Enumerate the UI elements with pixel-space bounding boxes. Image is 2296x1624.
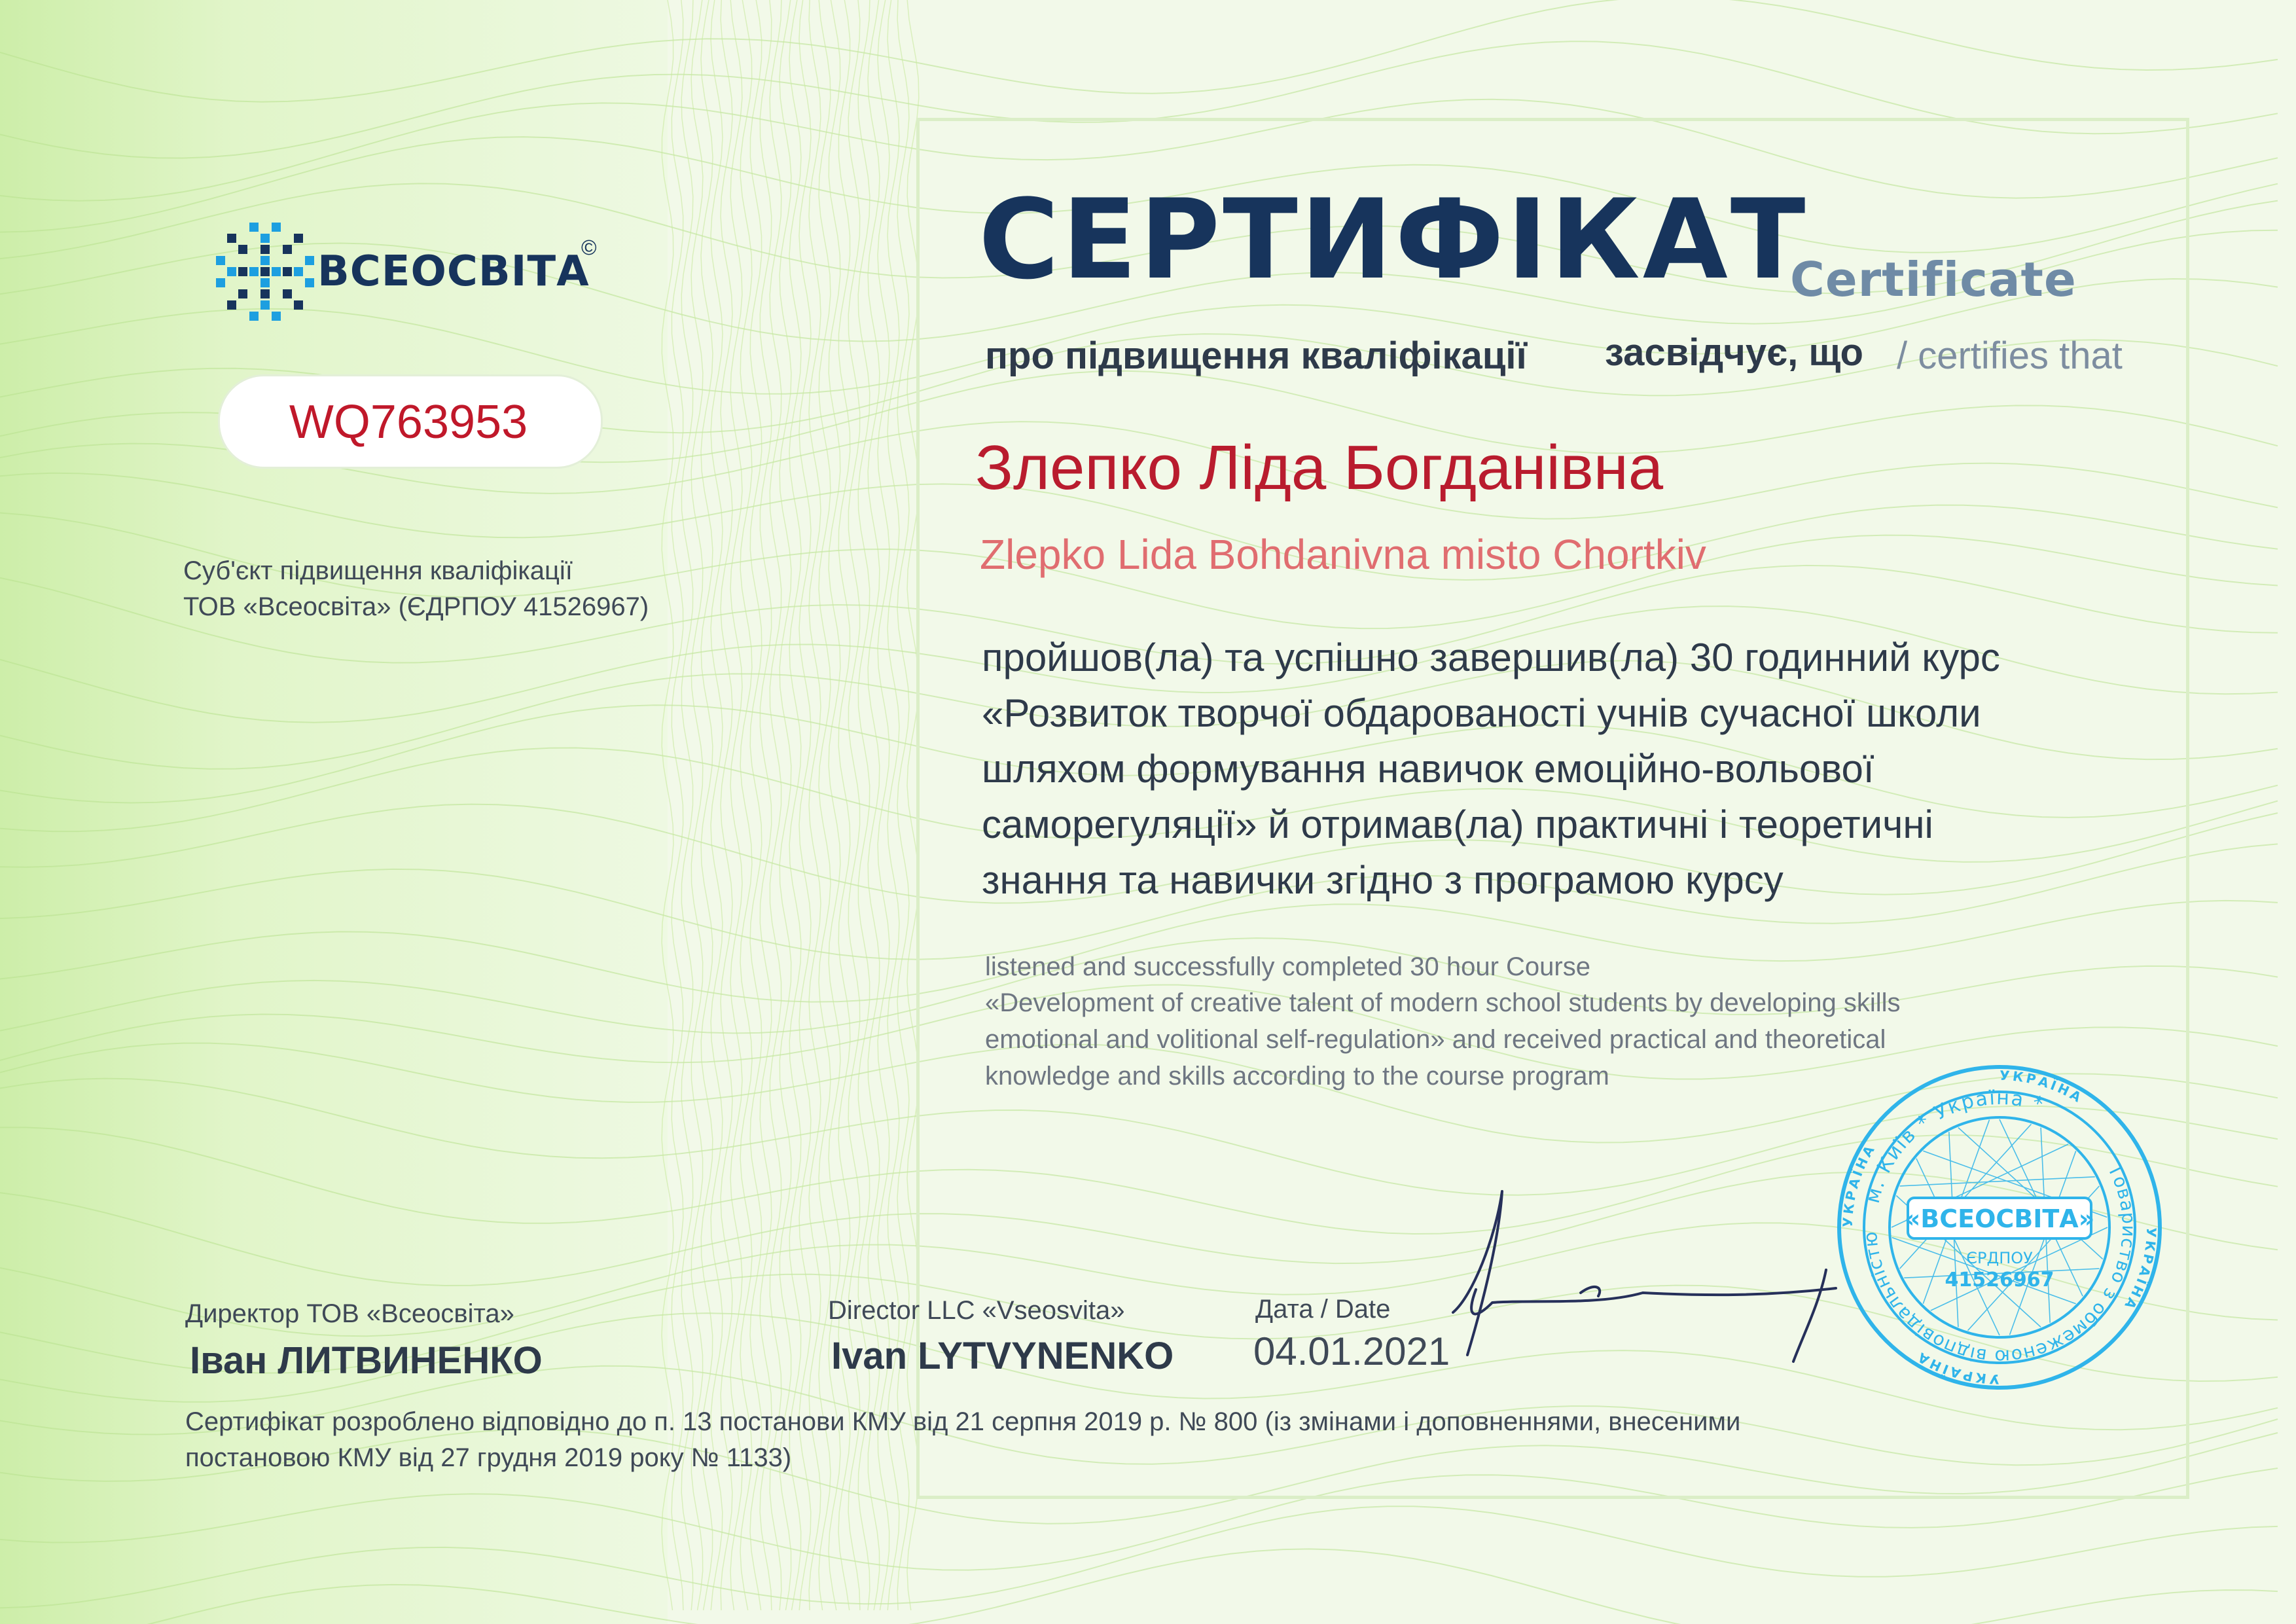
seal-code: 41526967 <box>1945 1269 2054 1291</box>
course-ua-line-1: пройшов(ла) та успішно завершив(ла) 30 годинний курс <box>982 636 2000 679</box>
seal-city-text: м. Київ * Україна * <box>1861 1086 2047 1206</box>
date-label: Дата / Date <box>1255 1295 1391 1324</box>
course-ua-line-2: «Розвиток творчої обдарованості учнів сучасної школи <box>982 691 1981 735</box>
certificate-title: СЕРТИФІКАТ <box>978 175 1808 304</box>
director-name-en: Ivan LYTVYNENKO <box>831 1335 1174 1377</box>
subtitle-ua: про підвищення кваліфікації <box>985 334 1527 377</box>
issue-date: 04.01.2021 <box>1253 1329 1450 1373</box>
director-name-ua: Іван ЛИТВИНЕНКО <box>190 1339 543 1382</box>
director-label-en: Director LLC «Vseosvita» <box>828 1296 1125 1325</box>
issuer-line-2: ТОВ «Всеосвіта» (ЄДРПОУ 41526967) <box>183 592 649 621</box>
course-ua-line-3: шляхом формування навичок емоційно-вольової <box>982 747 1874 791</box>
seal-outer-text: УКРАЇНА <box>1839 1140 1879 1228</box>
logo-wordmark: ВСЕОСВІТА <box>317 247 590 296</box>
course-en-line-2: «Development of creative talent of modern school students by developing skills <box>985 988 1901 1017</box>
legal-footer-line-1: Сертифікат розроблено відповідно до п. 13 постанови КМУ від 21 серпня 2019 р. № 800 (із змінами і доповненнями, внесеними <box>185 1407 1741 1436</box>
certifies-en: / certifies that <box>1897 334 2123 377</box>
certifies-ua: засвідчує, що <box>1605 331 1863 374</box>
course-ua-line-4: саморегуляції» й отримав(ла) практичні і теоретичні <box>982 803 1933 846</box>
seal-outer-text-4: УКРАЇНА <box>1912 1348 2000 1388</box>
recipient-name-ua: Злепко Ліда Богданівна <box>975 433 1664 503</box>
handwritten-signature <box>1427 1165 1885 1381</box>
director-label-ua: Директор ТОВ «Всеосвіта» <box>185 1299 514 1328</box>
seal-ring-text: Товариство з обмеженою відповідальністю <box>1859 1160 2140 1368</box>
course-en-line-1: listened and successfully completed 30 hour Course <box>985 952 1590 981</box>
seal-outer-text-2: УКРАЇНА <box>1999 1067 2087 1107</box>
certificate-serial-number: WQ763953 <box>289 396 528 448</box>
svg-text:м. Київ * Україна * <box>1861 1087 2047 1206</box>
legal-footer-line-2: постановою КМУ від 27 грудня 2019 року № 1133) <box>185 1443 792 1472</box>
seal-outer-text-3: УКРАЇНА <box>2120 1227 2160 1314</box>
certificate-title-en: Certificate <box>1790 252 2077 307</box>
copyright-mark: © <box>581 236 597 259</box>
company-seal <box>1836 1064 2163 1391</box>
course-en-line-3: emotional and volitional self-regulation» and received practical and theoretical <box>985 1025 1886 1054</box>
seal-center-name: «ВСЕОСВІТА» <box>1904 1204 2095 1233</box>
seal-code-label: ЄРДПОУ <box>1966 1249 2033 1267</box>
snowflake-icon <box>216 223 314 321</box>
course-ua-line-5: знання та навички згідно з програмою курсу <box>982 858 1784 902</box>
recipient-name-en: Zlepko Lida Bohdanivna misto Chortkiv <box>980 531 1706 578</box>
course-en-line-4: knowledge and skills according to the course program <box>985 1062 1609 1091</box>
issuer-line-1: Суб'єкт підвищення кваліфікації <box>183 556 573 585</box>
